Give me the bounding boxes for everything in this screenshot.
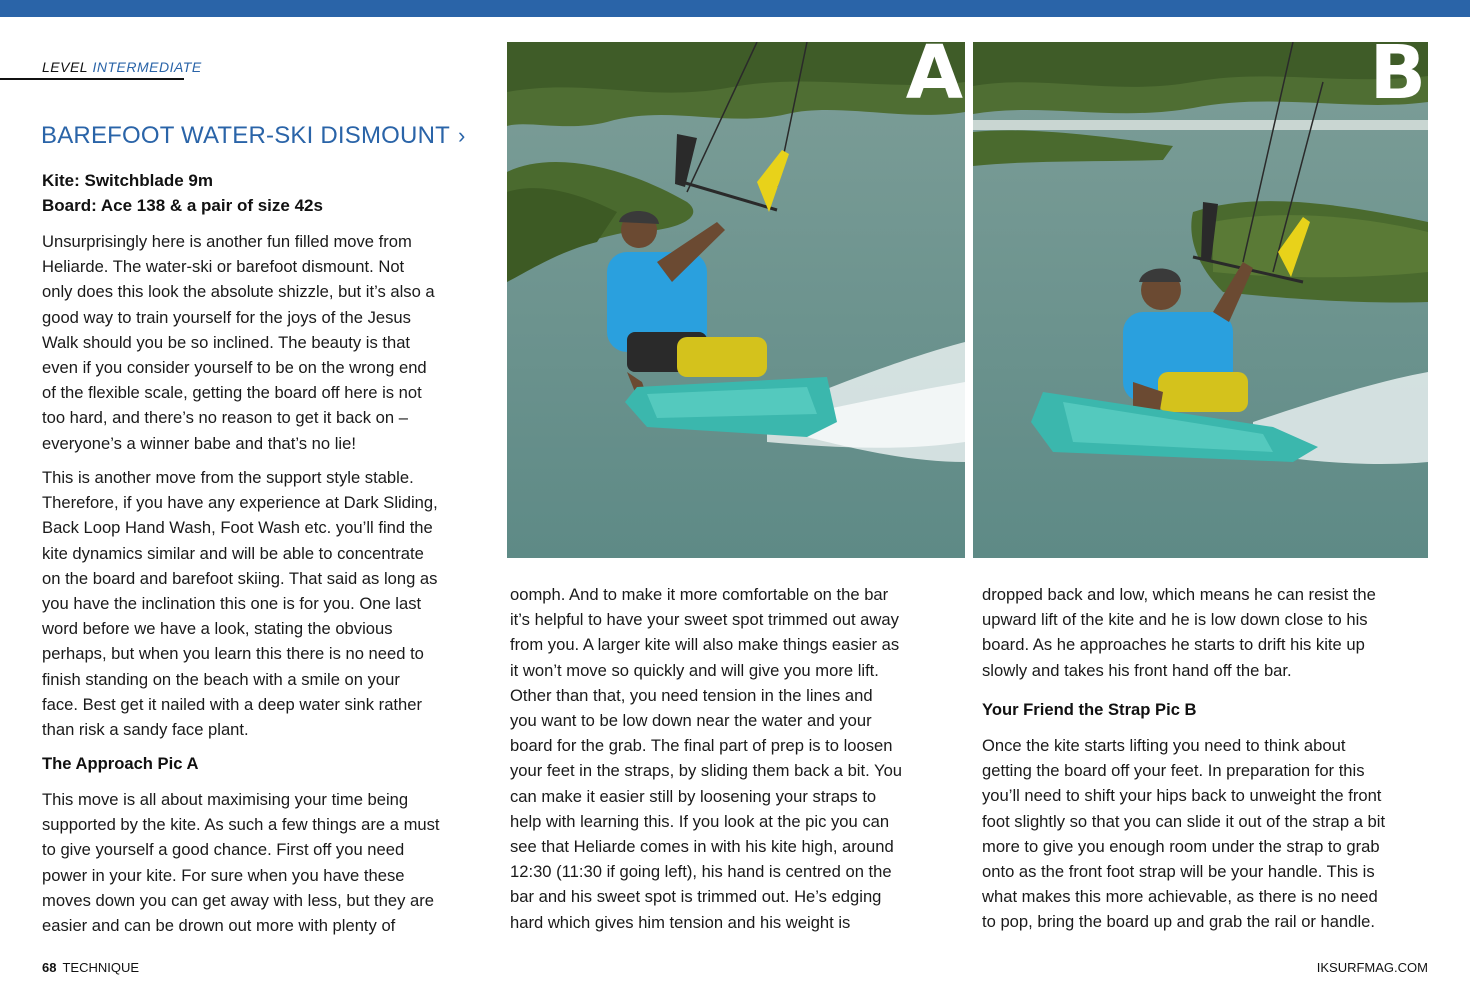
text-line: you want to be low down near the water and your: [510, 711, 872, 731]
text-line: kite dynamics similar and will be able to concentrate: [42, 543, 424, 563]
text-line: can make it easier still by loosening your straps to: [510, 786, 877, 806]
text-line: moves down you can get away with less, but they are: [42, 890, 435, 910]
text-line: Once the kite starts lifting you need to think about: [982, 736, 1346, 755]
photo-a-label: A: [905, 42, 963, 116]
text-line: finish standing on the beach with a smile on your: [42, 669, 400, 689]
text-line: perhaps, but when you learn this there is no need to: [42, 644, 424, 664]
photo-a-illustration: [507, 42, 965, 558]
text-line: board for the grab. The final part of prep is to loosen: [510, 736, 893, 756]
level-indicator: [42, 59, 202, 75]
text-line: supported by the kite. As such a few things are a must: [42, 815, 440, 835]
text-line: more to give you enough room under the strap to grab: [982, 836, 1380, 856]
text-line: what makes this more achievable, as there is no need: [982, 887, 1378, 907]
text-line: from you. A larger kite will also make things easier as: [510, 635, 900, 655]
text-line: it’s helpful to have your sweet spot trimmed out away: [510, 610, 899, 630]
text-line: easier and can be drown out more with plenty of: [42, 916, 396, 936]
text-line: board. As he approaches he starts to drift his kite up: [982, 635, 1365, 655]
top-accent-bar: [0, 0, 1470, 17]
text-line: This is another move from the support style stable.: [42, 468, 414, 487]
text-line: Other than that, you need tension in the lines and: [510, 685, 873, 705]
board-spec: Board: Ace 138 & a pair of size 42s: [42, 196, 323, 215]
text-line: bar and his sweet spot is trimmed out. He’s edging: [510, 887, 882, 907]
text-line: 12:30 (11:30 if going left), his hand is centred on the: [510, 862, 892, 882]
text-line: foot slightly so that you can slide it out of the strap a bit: [982, 811, 1386, 831]
article-title: [41, 122, 466, 150]
text-line: This move is all about maximising your time being: [42, 790, 409, 809]
photo-b-label: B: [1369, 42, 1426, 116]
text-line: getting the board off your feet. In preparation for this: [982, 761, 1365, 781]
column1-paragraph3: [42, 787, 440, 938]
text-line: Unsurprisingly here is another fun filled move from: [42, 232, 412, 251]
photo-a: [507, 42, 965, 558]
page-number: 68: [42, 960, 57, 975]
text-line: on the board and barefoot skiing. That said as long as: [42, 568, 438, 588]
section-heading-strap: Your Friend the Strap Pic B: [982, 700, 1197, 719]
text-line: you have the inclination this one is for you. One last: [42, 594, 422, 614]
column3-paragraph1: [982, 582, 1376, 683]
text-line: to pop, bring the board up and grab the rail or handle.: [982, 912, 1375, 932]
kite-spec: Kite: Switchblade 9m: [42, 171, 213, 190]
text-line: good way to train yourself for the joys of the Jesus: [42, 307, 411, 327]
text-line: see that Heliarde comes in with his kite high, around: [510, 837, 894, 857]
site-url[interactable]: IKSURFMAG.COM: [1316, 960, 1428, 975]
column2-paragraph1: [510, 582, 902, 935]
text-line: slowly and takes his front hand off the bar.: [982, 660, 1292, 680]
text-line: everyone’s a winner babe and that’s no lie!: [42, 433, 356, 453]
text-line: upward lift of the kite and he is low down close to his: [982, 610, 1368, 630]
text-line: than risk a sandy face plant.: [42, 720, 249, 740]
article-title-text: BAREFOOT WATER-SKI DISMOUNT: [41, 122, 450, 149]
chevron-right-icon: ›: [457, 123, 466, 148]
text-line: help with learning this. If you look at the pic you can: [510, 811, 890, 831]
text-line: hard which gives him tension and his weight is: [510, 912, 851, 932]
text-line: even if you consider yourself to be on the wrong end: [42, 358, 427, 378]
text-line: power in your kite. For sure when you have these: [42, 865, 405, 885]
level-label: LEVEL: [42, 59, 89, 75]
text-line: onto as the front foot strap will be your handle. This is: [982, 862, 1375, 882]
text-line: Back Loop Hand Wash, Foot Wash etc. you’ll find the: [42, 518, 433, 538]
text-line: Walk should you be so inclined. The beauty is that: [42, 332, 411, 352]
text-line: too hard, and there’s no reason to get it back on –: [42, 408, 408, 428]
text-line: of the flexible scale, getting the board off here is not: [42, 383, 422, 403]
column1-paragraph2: [42, 465, 438, 742]
text-line: word before we have a look, stating the obvious: [42, 619, 393, 639]
text-line: Heliarde. The water-ski or barefoot dismount. Not: [42, 257, 405, 277]
photo-b: [973, 42, 1428, 558]
text-line: to give yourself a good chance. First off you need: [42, 840, 405, 860]
column3-paragraph2: [982, 733, 1385, 935]
text-line: only does this look the absolute shizzle, but it’s also a: [42, 282, 435, 302]
level-value: INTERMEDIATE: [92, 59, 202, 75]
level-underline: [0, 78, 184, 80]
text-line: dropped back and low, which means he can resist the: [982, 585, 1376, 604]
photo-b-illustration: [973, 42, 1428, 558]
text-line: oomph. And to make it more comfortable on the bar: [510, 585, 889, 604]
column1-paragraph1: [42, 229, 435, 456]
text-line: Therefore, if you have any experience at Dark Sliding,: [42, 493, 438, 513]
page-footer-left: [42, 960, 139, 975]
text-line: you’ll need to shift your hips back to unweight the front: [982, 786, 1382, 806]
text-line: your feet in the straps, by sliding them back a bit. You: [510, 761, 903, 781]
text-line: face. Best get it nailed with a deep water sink rather: [42, 694, 423, 714]
section-name: TECHNIQUE: [62, 960, 140, 975]
text-line: it won’t move so quickly and will give you more lift.: [510, 660, 879, 680]
section-heading-approach: The Approach Pic A: [42, 754, 199, 773]
